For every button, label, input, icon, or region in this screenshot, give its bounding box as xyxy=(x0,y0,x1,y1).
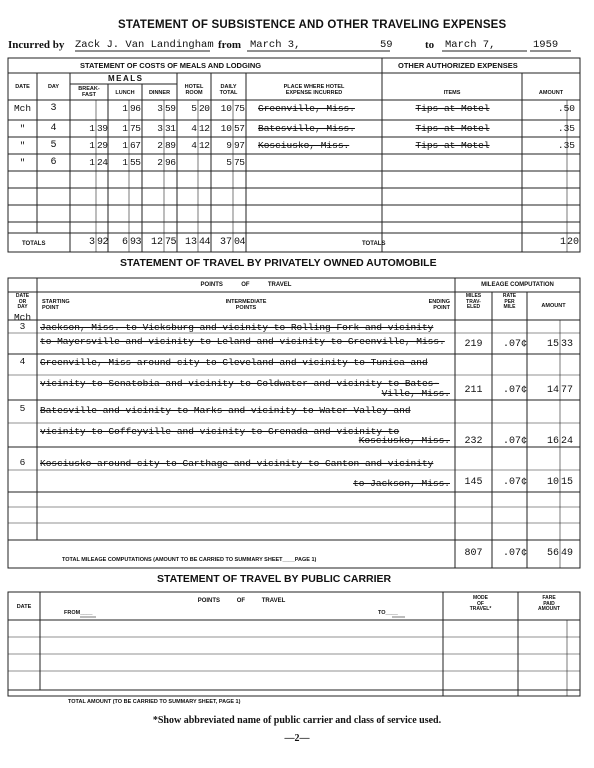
auto-entry-line: to Mayersville and vicinity to Leland and vicinity to Greenville, Miss. xyxy=(40,336,445,347)
auto-total-miles: 807 xyxy=(464,548,483,559)
carrier-points-header: POINTS OF TRAVEL xyxy=(197,598,286,604)
from-label: from xyxy=(218,39,242,51)
meal-row-date: " xyxy=(19,157,26,168)
footnote: *Show abbreviated name of public carrier and class of service used. xyxy=(152,715,442,726)
meal-row-di-dollars: 2 xyxy=(157,157,163,168)
meal-row-lu-dollars: 1 xyxy=(122,140,128,151)
meal-row-lu-dollars: 1 xyxy=(122,157,128,168)
meal-row-bf-cents: 29 xyxy=(97,140,108,151)
meal-row-di-cents: 96 xyxy=(165,157,176,168)
meal-row-lu-cents: 96 xyxy=(130,103,141,114)
auto-entry-line: Batesville and vicinity to Marks and vicinity to Water Valley and xyxy=(40,405,411,416)
other-row-cents: .35 xyxy=(557,123,575,134)
auto-intermediate-header: INTERMEDIATE POINTS xyxy=(225,299,267,312)
col-place-header: PLACE WHERE HOTEL EXPENSE INCURRED xyxy=(283,84,345,97)
carrier-mode-header: MODE OF TRAVEL* xyxy=(469,595,492,612)
meal-row-ho-cents: 12 xyxy=(199,140,210,151)
auto-entry-rate: .07¢ xyxy=(502,436,527,447)
from-year: 59 xyxy=(380,39,393,51)
other-total-dollars: 1 xyxy=(559,237,566,248)
meal-row-ho-cents: 20 xyxy=(199,103,210,114)
auto-entry-dollars: 15 xyxy=(546,339,559,350)
col-lunch-header: LUNCH xyxy=(115,90,135,96)
meal-row-to-cents: 75 xyxy=(234,103,245,114)
meal-row-to-cents: 97 xyxy=(234,140,245,151)
col-dinner-header: DINNER xyxy=(148,90,171,96)
auto-entry-line: Kosciusko around city to Carthage and vicinity to Canton and vicinity xyxy=(40,458,434,469)
auto-entry-miles: 232 xyxy=(464,436,483,447)
auto-entry-line: vicinity to Coffeyville and vicinity to Grenada and vicinity to xyxy=(40,426,400,437)
auto-total-label: TOTAL MILEAGE COMPUTATIONS (AMOUNT TO BE CARRIED TO SUMMARY SHEET____PAGE 1) xyxy=(62,557,317,563)
other-row-item: Tips at Motel xyxy=(415,123,490,134)
auto-entry-cents: 15 xyxy=(561,477,574,488)
from-date: March 3, xyxy=(250,39,301,51)
auto-entry-cents: 33 xyxy=(561,339,574,350)
year: 1959 xyxy=(533,39,559,51)
auto-starting-header: STARTING POINT xyxy=(42,299,70,312)
auto-entry-line: to Jackson, Miss. xyxy=(353,478,450,489)
meal-row-ho-dollars: 4 xyxy=(191,140,197,151)
auto-total-cents: 49 xyxy=(561,548,574,559)
meal-row-day: 4 xyxy=(50,123,57,134)
meal-total-lu-cents: 93 xyxy=(130,237,142,248)
other-total-cents: 20 xyxy=(567,237,580,248)
auto-entry-date: 5 xyxy=(19,403,26,414)
meal-row-ho-cents: 12 xyxy=(199,123,210,134)
meal-row-ho-dollars: 5 xyxy=(191,103,197,114)
auto-entry-dollars: 16 xyxy=(546,436,559,447)
carrier-total-label: TOTAL AMOUNT (TO BE CARRIED TO SUMMARY SHEET, PAGE 1) xyxy=(68,699,241,705)
col-date-header: DATE xyxy=(15,84,30,90)
auto-entry-cents: 77 xyxy=(561,385,574,396)
auto-entry-date: 6 xyxy=(19,457,26,468)
meal-row-to-dollars: 9 xyxy=(226,140,232,151)
auto-ending-header: ENDING POINT xyxy=(428,299,450,312)
meal-total-lu-dollars: 6 xyxy=(121,237,128,248)
meal-total-to-dollars: 37 xyxy=(219,237,232,248)
meal-total-bf-dollars: 3 xyxy=(88,237,95,248)
meal-row-ho-dollars: 4 xyxy=(191,123,197,134)
meal-row-place: Greenville, Miss. xyxy=(258,103,355,114)
page-title: STATEMENT OF SUBSISTENCE AND OTHER TRAVELING EXPENSES xyxy=(118,19,507,31)
auto-entry-dollars: 10 xyxy=(546,477,559,488)
carrier-section-title: STATEMENT OF TRAVEL BY PUBLIC CARRIER xyxy=(157,573,392,585)
meal-row-bf-cents: 39 xyxy=(97,123,108,134)
meal-row-day: 6 xyxy=(50,157,57,168)
other-row-cents: .50 xyxy=(557,103,575,114)
meal-row-bf-cents: 24 xyxy=(97,157,108,168)
auto-entry-dollars: 14 xyxy=(546,385,559,396)
other-row-item: Tips at Motel xyxy=(415,103,490,114)
to-date: March 7, xyxy=(445,39,496,51)
carrier-fare-header: FARE PAID AMOUNT xyxy=(538,595,560,612)
col-breakfast-header: BREAK- FAST xyxy=(78,86,100,99)
meal-row-to-dollars: 10 xyxy=(220,103,232,114)
auto-entry-cents: 24 xyxy=(561,436,574,447)
auto-total-dollars: 56 xyxy=(546,548,559,559)
auto-points-header: POINTS OF TRAVEL xyxy=(200,282,292,288)
meal-row-lu-dollars: 1 xyxy=(122,103,128,114)
meal-row-di-cents: 31 xyxy=(165,123,176,134)
other-section-title: OTHER AUTHORIZED EXPENSES xyxy=(398,61,518,70)
auto-rate-header: RATE PER MILE xyxy=(502,293,517,310)
meal-row-to-dollars: 10 xyxy=(220,123,232,134)
meal-row-place: Kosciusko, Miss. xyxy=(258,140,350,151)
carrier-to-label: TO____ xyxy=(378,610,398,616)
meal-row-di-cents: 59 xyxy=(165,103,176,114)
auto-entry-miles: 211 xyxy=(464,385,483,396)
meal-row-lu-dollars: 1 xyxy=(122,123,128,134)
other-row-cents: .35 xyxy=(557,140,575,151)
auto-entry-line: Kosciusko, Miss. xyxy=(358,435,450,446)
meal-row-date: Mch xyxy=(13,103,32,114)
auto-entry-line: Greenville, Miss around city to Cleveland and vicinity to Tunica and xyxy=(40,357,428,368)
auto-amount-header: AMOUNT xyxy=(541,303,566,309)
col-day-header: DAY xyxy=(47,84,60,90)
meal-row-lu-cents: 67 xyxy=(130,140,141,151)
auto-mileage-header: MILEAGE COMPUTATION xyxy=(481,282,554,288)
meals-totals-label: TOTALS xyxy=(22,241,46,247)
meal-row-di-dollars: 3 xyxy=(157,123,163,134)
col-amount-header: AMOUNT xyxy=(538,90,564,96)
meal-total-bf-cents: 92 xyxy=(97,237,109,248)
meal-row-lu-cents: 75 xyxy=(130,123,141,134)
meals-section-title: STATEMENT OF COSTS OF MEALS AND LODGING xyxy=(80,61,262,70)
meal-row-bf-dollars: 1 xyxy=(89,157,95,168)
auto-entry-rate: .07¢ xyxy=(502,339,527,350)
meal-total-ho-dollars: 13 xyxy=(184,237,197,248)
meal-row-bf-dollars: 1 xyxy=(89,140,95,151)
meal-row-di-dollars: 2 xyxy=(157,140,163,151)
col-items-header: ITEMS xyxy=(443,90,461,96)
carrier-date-header: DATE xyxy=(16,604,32,610)
other-totals-label: TOTALS xyxy=(362,241,386,247)
auto-entry-line: vicinity to Senatobia and vicinity to Coldwater and vicinity to Bates- xyxy=(40,378,440,389)
incurred-label: Incurred by xyxy=(8,39,65,51)
meal-total-di-cents: 75 xyxy=(165,237,177,248)
auto-entry-miles: 145 xyxy=(464,477,483,488)
auto-total-rate: .07¢ xyxy=(502,548,527,559)
auto-entry-line: Jackson, Miss. to Vicksburg and vicinity to Rolling Fork and vicinity xyxy=(40,322,434,333)
meal-row-to-cents: 75 xyxy=(234,157,245,168)
carrier-from-label: FROM____ xyxy=(64,610,93,616)
meal-row-to-dollars: 5 xyxy=(226,157,232,168)
col-hotel-header: HOTEL ROOM xyxy=(184,84,204,97)
page-number: —2— xyxy=(284,733,310,744)
meal-row-date: " xyxy=(19,123,26,134)
auto-date-header: DATE OR DAY xyxy=(15,293,30,310)
meal-row-di-dollars: 3 xyxy=(157,103,163,114)
meal-row-day: 3 xyxy=(50,103,57,114)
meal-total-ho-cents: 44 xyxy=(199,237,211,248)
to-label: to xyxy=(425,39,435,51)
meal-row-day: 5 xyxy=(50,140,57,151)
auto-entry-date: 4 xyxy=(19,356,26,367)
auto-entry-rate: .07¢ xyxy=(502,385,527,396)
traveler-name: Zack J. Van Landingham xyxy=(75,39,214,51)
auto-entry-rate: .07¢ xyxy=(502,477,527,488)
meal-total-di-dollars: 12 xyxy=(150,237,163,248)
meal-row-bf-dollars: 1 xyxy=(89,123,95,134)
meal-row-di-cents: 89 xyxy=(165,140,176,151)
auto-miles-header: MILES TRAV- ELED xyxy=(465,293,482,310)
meal-row-date: " xyxy=(19,140,26,151)
auto-entry-date: Mch 3 xyxy=(13,312,32,333)
meals-group-title: MEALS xyxy=(108,74,144,83)
auto-entry-miles: 219 xyxy=(464,339,483,350)
meal-row-lu-cents: 55 xyxy=(130,157,141,168)
meal-total-to-cents: 04 xyxy=(234,237,246,248)
other-row-item: Tips at Motel xyxy=(415,140,490,151)
auto-section-title: STATEMENT OF TRAVEL BY PRIVATELY OWNED AUTOMOBILE xyxy=(120,257,437,269)
auto-entry-line: Ville, Miss. xyxy=(381,388,450,399)
meal-row-to-cents: 57 xyxy=(234,123,245,134)
col-daily-header: DAILY TOTAL xyxy=(219,84,238,97)
meal-row-place: Batesville, Miss. xyxy=(258,123,355,134)
